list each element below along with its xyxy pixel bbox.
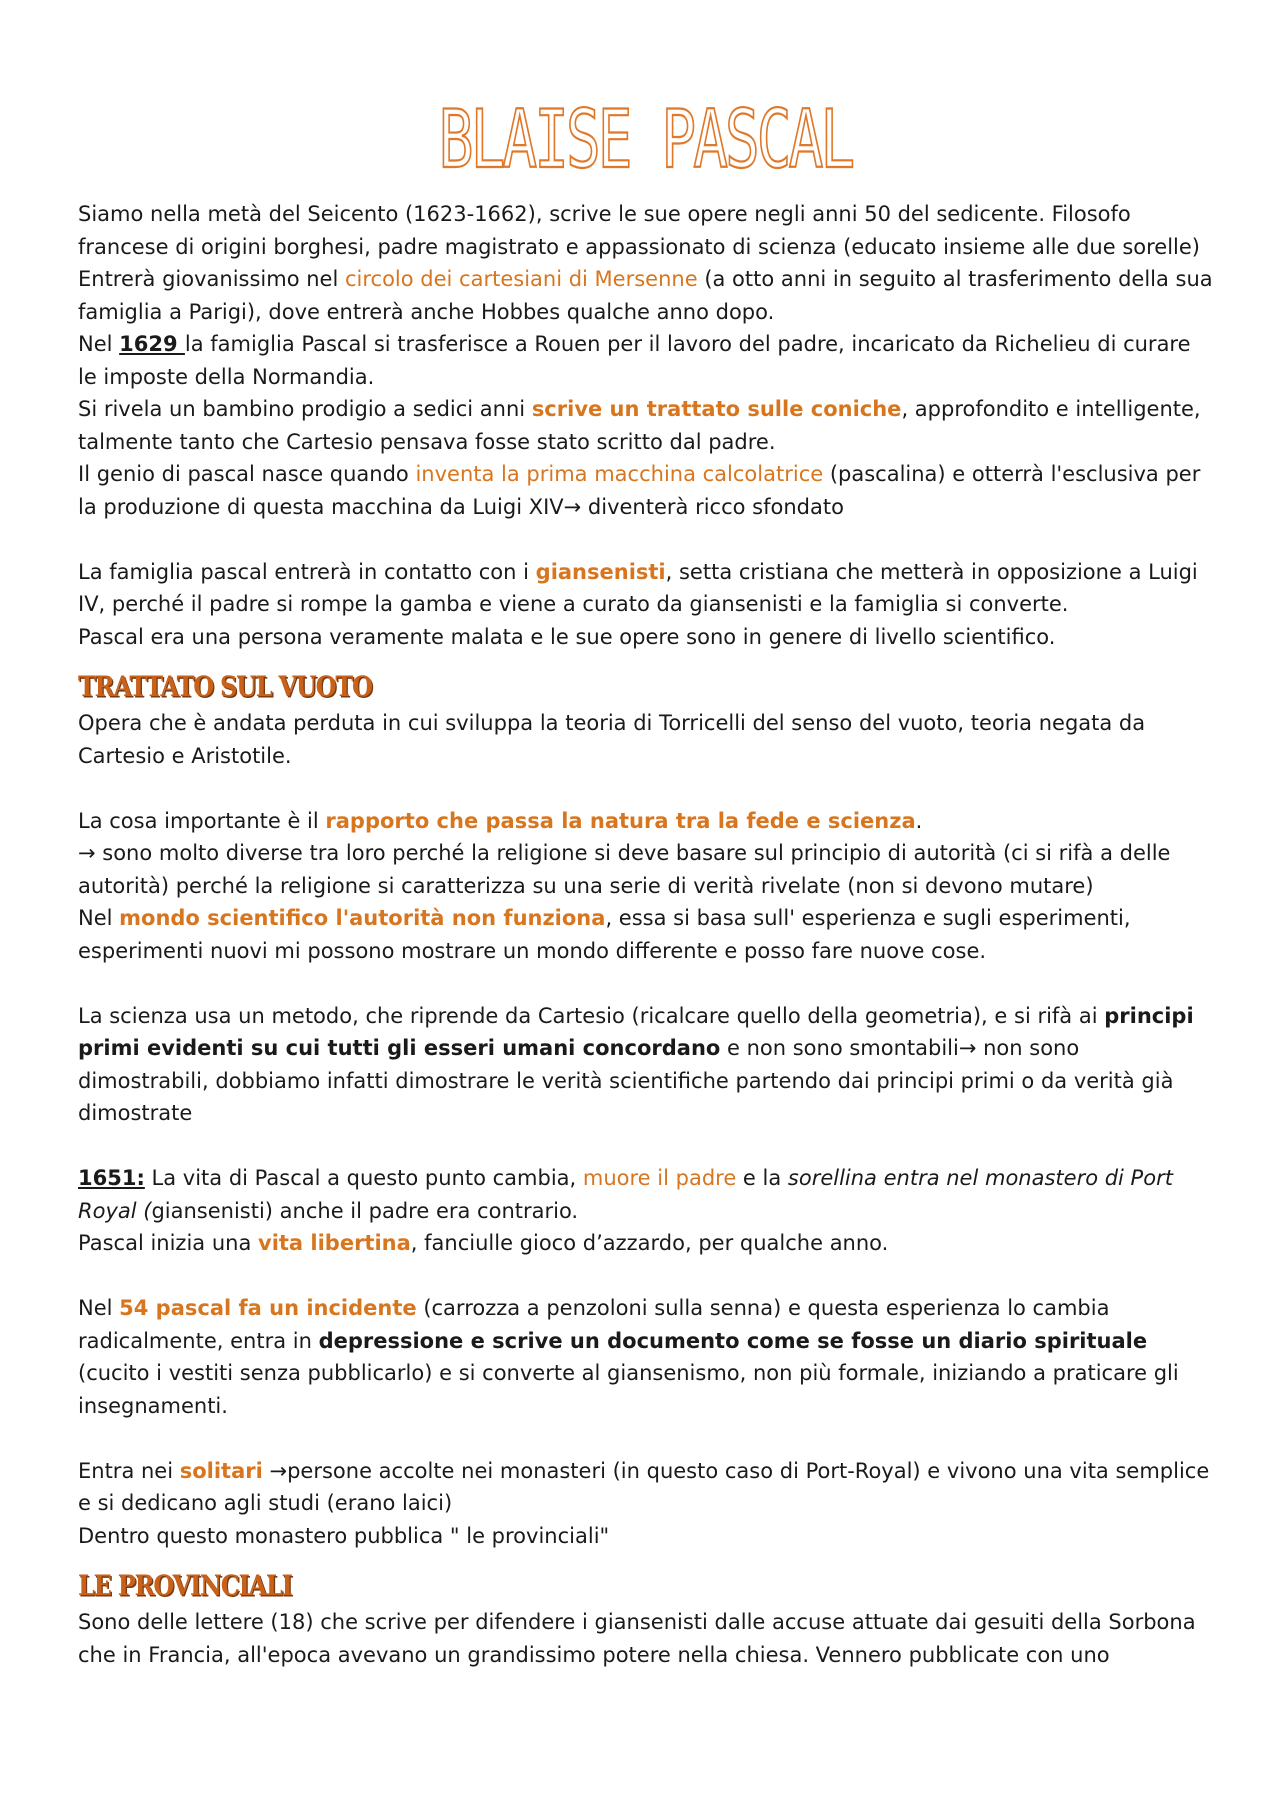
intro-paragraph-2 (78, 263, 1213, 328)
section-heading-trattato: TRATTATO SUL VUOTO (78, 670, 372, 703)
highlight: circolo dei cartesiani di Mersenne (344, 267, 698, 291)
text: Nel (78, 1296, 120, 1320)
text: La famiglia pascal entrerà in contatto con i (78, 559, 536, 584)
trattato-paragraph-2 (78, 805, 1213, 838)
bold-text: principi primi evidenti su cui tutti gli esseri umani concordano (78, 1003, 1194, 1060)
trattato-paragraph-10: Dentro questo monastero pubblica " le provinciali" (78, 1523, 610, 1548)
trattato-paragraph-8 (78, 1292, 1213, 1422)
text: Entra nei (78, 1458, 180, 1483)
text: (carrozza a penzoloni sulla senna) e questa esperienza lo cambia radicalmente, entra in (78, 1296, 1110, 1353)
document-page (78, 90, 1213, 1671)
intro-paragraph-1 (78, 198, 1213, 263)
text: , approfondito e intelligente, talmente tanto che Cartesio pensava fosse stato scritto dal padre. (78, 397, 1201, 454)
intro-paragraph-5 (78, 458, 1213, 523)
highlight: scrive un trattato sulle coniche (531, 397, 902, 421)
highlight: rapporto che passa la natura tra la fede e scienza (325, 808, 916, 833)
spacer (78, 523, 1213, 556)
spacer (78, 1260, 1213, 1293)
trattato-paragraph-4 (78, 902, 1213, 967)
text: Pascal inizia una (78, 1231, 258, 1255)
text: La scienza usa un metodo, che riprende da Cartesio (ricalcare quello della geometria), e si rifà ai (78, 1003, 1105, 1028)
intro-paragraph-4 (78, 393, 1213, 458)
highlight: mondo scientifico l'autorità non funziona (119, 906, 606, 930)
trattato-paragraph-1: Opera che è andata perduta in cui sviluppa la teoria di Torricelli del senso del vuoto, teoria negata da Cartesio e Aristotile. (78, 711, 1146, 768)
text: giansenisti) anche il padre era contrario. (151, 1198, 579, 1223)
bold-text: depressione e scrive un documento come se fosse un diario spirituale (318, 1328, 1148, 1353)
text: Nel (78, 906, 120, 930)
highlight: giansenisti (535, 559, 666, 584)
year: 1651: (78, 1166, 145, 1190)
text: , setta cristiana che metterà in opposizione a Luigi IV, perché il padre si rompe la gamba e viene a curato da giansenisti e la famiglia si converte. (78, 559, 1198, 616)
text: , essa si basa sull' esperienza e sugli esperimenti, esperimenti nuovi mi possono mostrare un mondo differente e posso fare nuove cose. (78, 906, 1131, 963)
year: 1629 (119, 332, 185, 356)
trattato-paragraph-5 (78, 1000, 1213, 1130)
section-heading-provinciali: LE PROVINCIALI (78, 1569, 292, 1602)
text: , fanciulle gioco d’azzardo, per qualche anno. (410, 1231, 889, 1255)
highlight: muore il padre (582, 1166, 737, 1190)
text: La cosa importante è il (78, 808, 326, 833)
text: Si rivela un bambino prodigio a sedici anni (78, 397, 532, 421)
text: Nel (78, 332, 120, 356)
trattato-paragraph-6 (78, 1162, 1213, 1227)
text: Siamo nella metà del Seicento (1623-1662), scrive le sue opere negli anni 50 del sedicente. Filosofo francese di origini borghesi, padre magistrato e appassionato di scienza (educato insieme alle due sorelle) (78, 202, 1200, 259)
text: e non sono smontabili→ non sono dimostrabili, dobbiamo infatti dimostrare le verità scientifiche partendo dai principi primi o da verità già dimostrate (78, 1036, 1174, 1125)
highlight: 54 pascal fa un incidente (119, 1296, 417, 1320)
italic-text: sorellina entra nel monastero di Port Royal ( (78, 1166, 1173, 1223)
spacer (78, 772, 1213, 805)
trattato-paragraph-7 (78, 1227, 1213, 1260)
highlight: solitari (179, 1458, 263, 1483)
trattato-paragraph-3: → sono molto diverse tra loro perché la religione si deve basare sul principio di autorità (ci si rifà a delle autorità) perché la religione si caratterizza su una serie di verità rivelate (non si devono mutare) (78, 841, 1171, 898)
trattato-paragraph-9 (78, 1455, 1213, 1520)
intro-paragraph-3 (78, 328, 1213, 393)
text: la famiglia Pascal si trasferisce a Rouen per il lavoro del padre, incaricato da Richelieu di curare le imposte della Normandia. (78, 332, 1191, 389)
text: Il genio di pascal nasce quando (78, 462, 416, 486)
family-paragraph-1 (78, 556, 1213, 621)
text: →persone accolte nei monasteri (in questo caso di Port-Royal) e vivono una vita semplice e si dedicano agli studi (erano laici) (78, 1458, 1210, 1515)
highlight: inventa la prima macchina calcolatrice (415, 462, 824, 486)
text: Entrerà giovanissimo nel (78, 267, 345, 291)
spacer (78, 1422, 1213, 1455)
text: e la (736, 1166, 788, 1190)
spacer (78, 1130, 1213, 1163)
text: (a otto anni in seguito al trasferimento della sua famiglia a Parigi), dove entrerà anche Hobbes qualche anno dopo. (78, 267, 1213, 324)
text: . (915, 808, 923, 833)
spacer (78, 967, 1213, 1000)
text: (pascalina) e otterrà l'esclusiva per la produzione di questa macchina da Luigi XIV→ diventerà ricco sfondato (78, 462, 1201, 519)
text: La vita di Pascal a questo punto cambia, (144, 1166, 583, 1190)
provinciali-paragraph-1: Sono delle lettere (18) che scrive per difendere i giansenisti dalle accuse attuate dai gesuiti della Sorbona che in Francia, all'epoca avevano un grandissimo potere nella chiesa. Vennero pubblicate con uno (78, 1610, 1196, 1667)
text: (cucito i vestiti senza pubblicarlo) e si converte al giansenismo, non più formale, iniziando a praticare gli insegnamenti. (78, 1361, 1179, 1418)
page-title: BLAISE PASCAL (438, 93, 853, 186)
highlight: vita libertina (258, 1231, 411, 1255)
family-paragraph-2: Pascal era una persona veramente malata e le sue opere sono in genere di livello scientifico. (78, 624, 1056, 649)
